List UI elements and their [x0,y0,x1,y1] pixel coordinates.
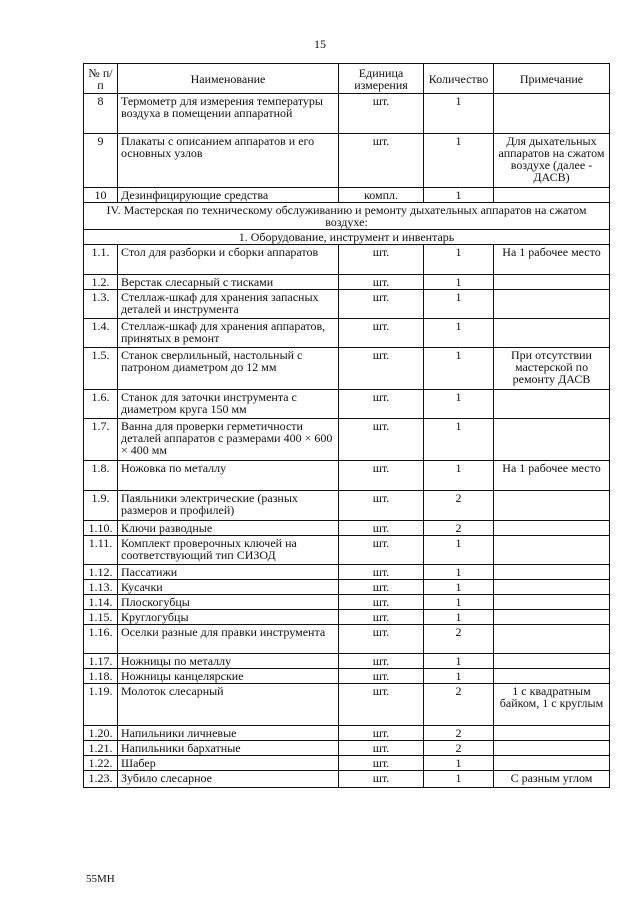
row-name: Термометр для измерения температуры воздуха в помещении аппаратной [118,94,339,134]
row-unit: шт. [339,684,424,726]
row-quantity: 1 [424,134,494,188]
row-quantity: 1 [424,610,494,625]
row-name: Ножовка по металлу [118,461,339,491]
table-row [84,669,610,684]
row-quantity: 1 [424,390,494,419]
row-name: Зубило слесарное [118,771,339,788]
table-row [84,319,610,348]
row-note [494,521,610,536]
row-unit: шт. [339,610,424,625]
table-row [84,580,610,595]
row-quantity: 1 [424,94,494,134]
header-num: № п/п [84,64,118,94]
row-quantity: 2 [424,521,494,536]
row-name: Стол для разборки и сборки аппаратов [118,245,339,275]
table-row [84,684,610,726]
row-name: Оселки разные для правки инструмента [118,625,339,654]
row-quantity: 2 [424,625,494,654]
row-name: Напильники личневые [118,726,339,741]
row-unit: шт. [339,726,424,741]
header-unit: Единица измерения [339,64,424,94]
row-note [494,94,610,134]
table-row [84,290,610,319]
row-number: 1.2. [84,275,118,290]
row-quantity: 1 [424,654,494,669]
row-name: Станок сверлильный, настольный с патроном диаметром до 12 мм [118,348,339,390]
row-unit: шт. [339,491,424,521]
row-note: С разным углом [494,771,610,788]
row-unit: шт. [339,595,424,610]
table-row [84,610,610,625]
row-unit: шт. [339,461,424,491]
table-row [84,245,610,275]
table-row [84,491,610,521]
row-number: 1.15. [84,610,118,625]
table-row [84,94,610,134]
row-name: Комплект проверочных ключей на соответствующий тип СИЗОД [118,536,339,565]
row-number: 1.6. [84,390,118,419]
row-note [494,726,610,741]
table-row [84,348,610,390]
table-row [84,521,610,536]
row-quantity: 1 [424,275,494,290]
row-name: Дезинфицирующие средства [118,188,339,203]
row-quantity: 1 [424,536,494,565]
row-unit: шт. [339,134,424,188]
row-unit: шт. [339,521,424,536]
row-number: 1.21. [84,741,118,756]
row-note: Для дыхательных аппаратов на сжатом воздухе (далее - ДАСВ) [494,134,610,188]
table-row [84,595,610,610]
row-number: 1.8. [84,461,118,491]
table-row [84,756,610,771]
row-number: 10 [84,188,118,203]
row-note [494,390,610,419]
row-note [494,491,610,521]
row-number: 1.7. [84,419,118,461]
row-unit: шт. [339,290,424,319]
row-name: Верстак слесарный с тисками [118,275,339,290]
header-qty: Количество [424,64,494,94]
row-number: 1.9. [84,491,118,521]
row-number: 1.4. [84,319,118,348]
row-quantity: 1 [424,565,494,580]
row-unit: шт. [339,669,424,684]
table-row [84,275,610,290]
row-name: Паяльники электрические (разных размеров и профилей) [118,491,339,521]
table-row [84,536,610,565]
table-row [84,654,610,669]
row-note: 1 с квадратным байком, 1 с круглым [494,684,610,726]
row-name: Шабер [118,756,339,771]
row-unit: шт. [339,245,424,275]
row-note [494,741,610,756]
row-name: Плоскогубцы [118,595,339,610]
row-note [494,595,610,610]
row-quantity: 1 [424,188,494,203]
table-row [84,390,610,419]
row-number: 1.12. [84,565,118,580]
row-note [494,756,610,771]
row-name: Кусачки [118,580,339,595]
row-number: 1.19. [84,684,118,726]
row-number: 1.3. [84,290,118,319]
row-number: 1.14. [84,595,118,610]
row-name: Ножницы по металлу [118,654,339,669]
row-note [494,536,610,565]
row-quantity: 1 [424,756,494,771]
table-row [84,419,610,461]
page-number: 15 [314,37,326,51]
row-unit: шт. [339,741,424,756]
row-name: Круглогубцы [118,610,339,625]
row-unit: шт. [339,419,424,461]
row-number: 1.5. [84,348,118,390]
row-name: Стеллаж-шкаф для хранения запасных деталей и инструмента [118,290,339,319]
table-row [84,741,610,756]
row-quantity: 1 [424,461,494,491]
row-note [494,625,610,654]
subsection-row [84,230,610,245]
row-note [494,419,610,461]
row-note: При отсутствии мастерской по ремонту ДАСВ [494,348,610,390]
row-unit: компл. [339,188,424,203]
table-row [84,771,610,788]
row-unit: шт. [339,756,424,771]
row-number: 8 [84,94,118,134]
row-number: 1.10. [84,521,118,536]
row-name: Напильники бархатные [118,741,339,756]
row-number: 1.23. [84,771,118,788]
row-unit: шт. [339,348,424,390]
row-note [494,565,610,580]
row-note [494,319,610,348]
row-quantity: 2 [424,726,494,741]
row-quantity: 2 [424,491,494,521]
row-note [494,610,610,625]
row-quantity: 1 [424,580,494,595]
row-quantity: 1 [424,245,494,275]
section-row [84,203,610,230]
table-row [84,625,610,654]
row-number: 1.17. [84,654,118,669]
row-quantity: 1 [424,290,494,319]
row-unit: шт. [339,536,424,565]
row-quantity: 1 [424,319,494,348]
row-number: 1.18. [84,669,118,684]
header-note: Примечание [494,64,610,94]
row-name: Молоток слесарный [118,684,339,726]
row-note: На 1 рабочее место [494,461,610,491]
row-name: Ванна для проверки герметичности деталей аппаратов с размерами 400 × 600 × 400 мм [118,419,339,461]
row-unit: шт. [339,580,424,595]
row-name: Станок для заточки инструмента с диаметром круга 150 мм [118,390,339,419]
row-note [494,188,610,203]
row-number: 1.16. [84,625,118,654]
row-unit: шт. [339,275,424,290]
row-name: Ножницы канцелярские [118,669,339,684]
row-number: 9 [84,134,118,188]
footer-code: 55МН [86,873,115,885]
table-header-row [84,64,610,94]
table-row [84,134,610,188]
row-note: На 1 рабочее место [494,245,610,275]
row-quantity: 2 [424,741,494,756]
row-note [494,580,610,595]
table-row [84,461,610,491]
row-number: 1.22. [84,756,118,771]
row-unit: шт. [339,319,424,348]
row-number: 1.1. [84,245,118,275]
row-name: Стеллаж-шкаф для хранения аппаратов, принятых в ремонт [118,319,339,348]
row-quantity: 1 [424,595,494,610]
row-number: 1.20. [84,726,118,741]
row-unit: шт. [339,94,424,134]
row-note [494,669,610,684]
row-name: Плакаты с описанием аппаратов и его основных узлов [118,134,339,188]
row-number: 1.11. [84,536,118,565]
row-note [494,290,610,319]
equipment-table [83,63,610,788]
row-quantity: 1 [424,348,494,390]
row-quantity: 2 [424,684,494,726]
row-unit: шт. [339,771,424,788]
subsection-title: 1. Оборудование, инструмент и инвентарь [84,230,610,245]
row-note [494,654,610,669]
row-quantity: 1 [424,669,494,684]
header-name: Наименование [118,64,339,94]
row-name: Пассатижи [118,565,339,580]
row-name: Ключи разводные [118,521,339,536]
table-row [84,726,610,741]
section-title: IV. Мастерская по техническому обслуживанию и ремонту дыхательных аппаратов на сжатом воздухе: [84,203,610,230]
row-unit: шт. [339,390,424,419]
table-row [84,188,610,203]
row-note [494,275,610,290]
row-unit: шт. [339,625,424,654]
row-quantity: 1 [424,419,494,461]
row-number: 1.13. [84,580,118,595]
row-unit: шт. [339,565,424,580]
row-unit: шт. [339,654,424,669]
table-row [84,565,610,580]
row-quantity: 1 [424,771,494,788]
